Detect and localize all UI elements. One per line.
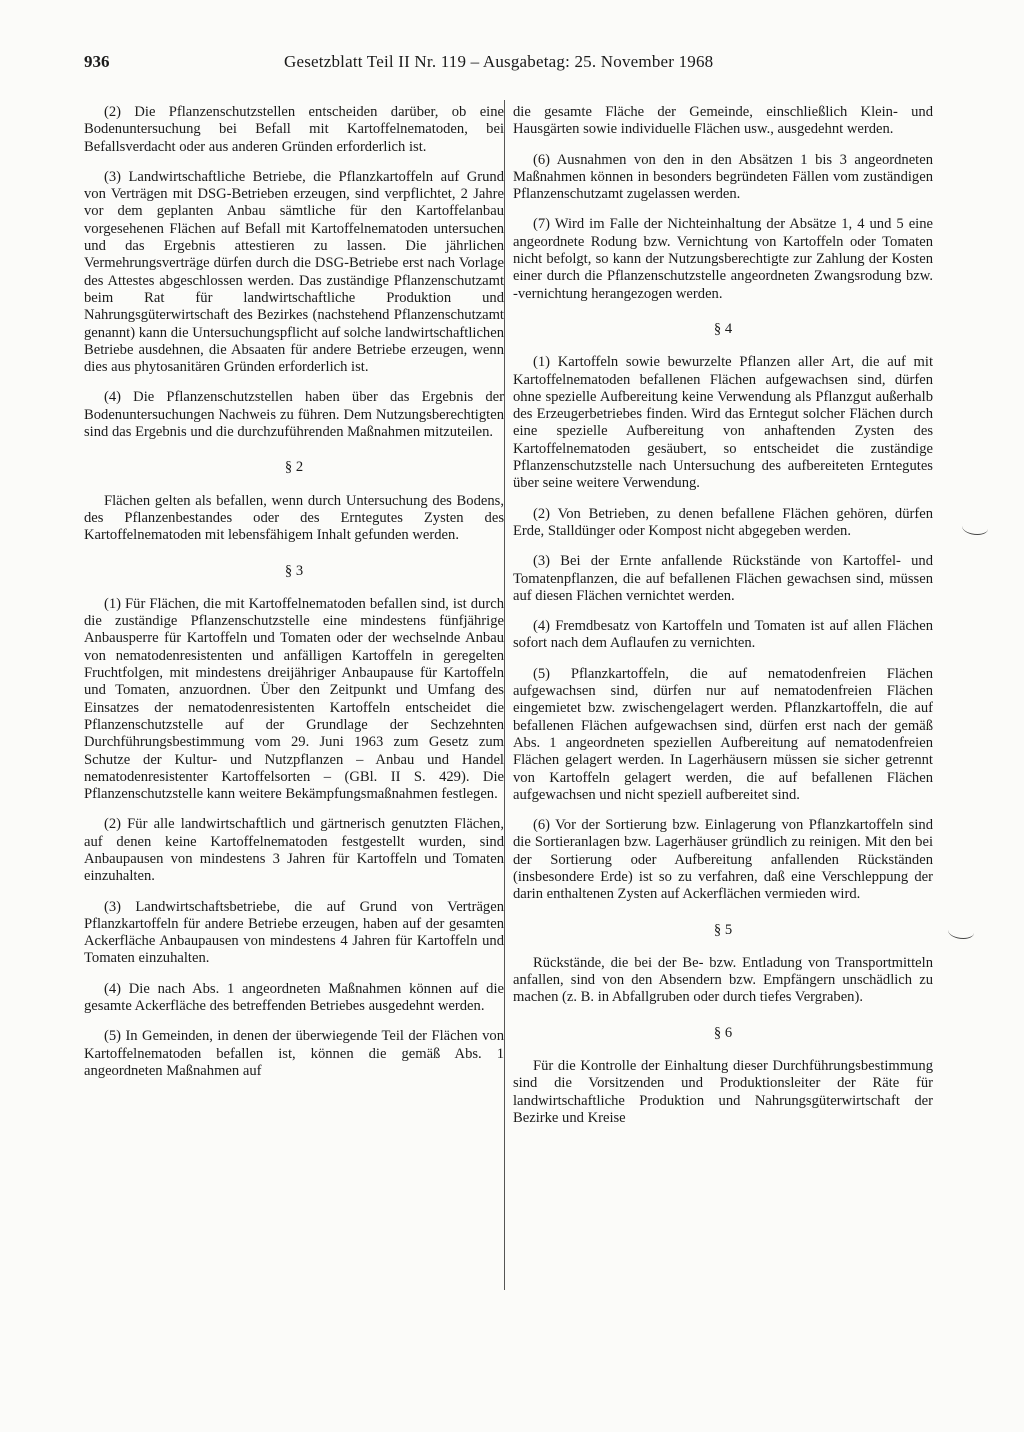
paragraph: Für die Kontrolle der Einhaltung dieser Durchführungsbestimmung sind die Vorsitzenden und Produktionsleiter der Räte für landwirtschaftliche Produktion und Nahrungsgüterwirtschaft der Bezirke und Kreise [513,1058,933,1126]
right-column [513,104,933,1140]
paragraph: Flächen gelten als befallen, wenn durch Untersuchung des Bodens, des Pflanzenbestandes oder des Erntegutes Zysten des Kartoffelnematoden mit lebensfähigem Inhalt gefunden werden. [84,492,504,544]
paragraph: (4) Fremdbesatz von Kartoffeln und Tomaten ist auf allen Flächen sofort nach dem Auflaufen zu vernichten. [513,618,933,652]
column-divider [504,100,505,1290]
section-heading: § 6 [713,1024,733,1041]
paragraph: (3) Landwirtschaftliche Betriebe, die Pflanzkartoffeln auf Grund von Verträgen mit DSG-Betrieben erzeugen, sind verpflichtet, 2 Jahre vor dem geplanten Anbau sämtliche für den Kartoffelanbau vorgesehenen Flächen auf Befall mit Kartoffelnematoden untersuchen und das Ergebnis attestieren zu lassen. Die jährlichen Vermehrungsverträge dürfen durch die DSG-Betriebe erst nach Vorlage des Attestes abgeschlossen werden. Das zuständige Pflanzenschutzamt beim Rat für landwirtschaftliche Produktion und Nahrungsgüterwirtschaft des Bezirkes (nachstehend Pflanzenschutzamt genannt) kann die Untersuchungspflicht auf solche landwirtschaftlichen Betriebe ausdehnen, die Absaaten für andere Betriebe erzeugen, wenn dies aus phytosanitären Gründen erforderlich ist. [84,168,504,376]
section-heading: § 4 [713,320,733,337]
header-title: Gesetzblatt Teil II Nr. 119 – Ausgabetag: 25. November 1968 [284,52,714,71]
left-column [84,104,504,1093]
paragraph: (4) Die nach Abs. 1 angeordneten Maßnahmen können auf die gesamte Ackerfläche des betreffenden Betriebes ausgedehnt werden. [84,980,504,1015]
section-heading: § 5 [713,921,733,938]
paragraph: (5) In Gemeinden, in denen der überwiegende Teil der Flächen von Kartoffelnematoden befallen ist, können die gemäß Abs. 1 angeordneten Maßnahmen auf [84,1028,504,1079]
paragraph: (2) Für alle landwirtschaftlich und gärtnerisch genutzten Flächen, auf denen keine Kartoffelnematoden festgestellt wurden, sind Anbaupausen von mindestens 3 Jahren für Kartoffeln und Tomaten einzuhalten. [84,816,504,885]
paragraph: (3) Landwirtschaftsbetriebe, die auf Grund von Verträgen Pflanzkartoffeln für andere Betriebe erzeugen, haben auf der gesamten Ackerfläche Anbaupausen von mindestens 4 Jahren für Kartoffeln und Tomaten einzuhalten. [84,898,504,967]
section-heading: § 3 [284,562,304,579]
margin-mark [948,924,974,939]
paragraph: Rückstände, die bei der Be- bzw. Entladung von Transportmitteln anfallen, sind von den Absendern bzw. Empfängern unschädlich zu machen (z. B. in Abfallgruben oder durch tiefes Vergraben). [513,954,933,1006]
paragraph: (3) Bei der Ernte anfallende Rückstände von Kartoffel- und Tomatenpflanzen, die auf befallenen Flächen gewachsen sind, müssen auf diesen Flächen vernichtet werden. [513,553,933,604]
page-number: 936 [84,52,110,71]
paragraph: (4) Die Pflanzenschutzstellen haben über das Ergebnis der Bodenuntersuchungen Nachweis zu führen. Dem Nutzungsberechtigten sind das Ergebnis und die durchzuführenden Maßnahmen mitzuteilen. [84,389,504,441]
paragraph: (1) Für Flächen, die mit Kartoffelnematoden befallen sind, ist durch die zuständige Pflanzenschutzstelle eine mindestens fünfjährige Anbausperre für Kartoffeln und Tomaten oder der wechselnde Anbau von nematodenresistenten und anfälligen Kartoffeln in geregelten Fruchtfolgen, mit mindestens dreijähriger Anbaupause für Kartoffeln und Tomaten, anzuordnen. Über den Zeitpunkt und Umfang des Einsatzes der nematodenresistenten Kartoffeln entscheidet die Pflanzenschutzstelle auf der Grundlage der Sechzehnten Durchführungsbestimmung vom 29. Juni 1963 zum Gesetz zum Schutze der Kultur- und Nutzpflanzen – Anbau und Handel nematodenresistenter Kartoffelsorten – (GBl. II S. 429). Die Pflanzenschutzstelle kann weitere Bekämpfungsmaßnahmen festlegen. [84,595,504,803]
paragraph: (6) Ausnahmen von den in den Absätzen 1 bis 3 angeordneten Maßnahmen können in besonders begründeten Fällen vom zuständigen Pflanzenschutzamt zugelassen werden. [513,151,933,203]
paragraph: (2) Die Pflanzenschutzstellen entscheiden darüber, ob eine Bodenuntersuchung bei Befall mit Kartoffelnematoden, bei Befallsverdacht oder aus anderen Gründen erforderlich ist. [84,104,504,155]
paragraph: (7) Wird im Falle der Nichteinhaltung der Absätze 1, 4 und 5 eine angeordnete Rodung bzw. Vernichtung von Kartoffeln oder Tomaten nicht befolgt, so kann der Nutzungsberechtigte zur Zahlung der Kosten einer durch die Pflanzenschutzstelle angeordneten Zwangsrodung bzw. -vernichtung herangezogen werden. [513,216,933,302]
paragraph: (2) Von Betrieben, zu denen befallene Flächen gehören, dürfen Erde, Stalldünger oder Kompost nicht abgegeben werden. [513,505,933,539]
paragraph-continuation: die gesamte Fläche der Gemeinde, einschließlich Klein- und Hausgärten sowie individuelle Flächen usw., ausgedehnt werden. [513,104,933,138]
paragraph: (5) Pflanzkartoffeln, die auf nematodenfreien Flächen aufgewachsen sind, dürfen nur auf nematodenfreien Flächen eingemietet bzw. zwischengelagert werden. Pflanzkartoffeln, die auf befallenen Flächen aufgewachsen sind, dürfen erst nach der gemäß Abs. 1 angeordneten speziellen Aufbereitung auf nematodenfreien Flächen gelagert werden. In Lagerhäusern müssen sie sicher getrennt von Kartoffeln gelagert werden, die auf befallenen Flächen aufgewachsen und nicht speziell aufbereitet sind. [513,665,933,803]
margin-mark [962,520,988,535]
page-header [84,52,954,78]
paragraph: (1) Kartoffeln sowie bewurzelte Pflanzen aller Art, die auf mit Kartoffelnematoden befallenen Flächen aufgewachsen sind, dürfen ohne spezielle Aufbereitung keine Verwendung als Pflanzgut außerhalb des Erzeugerbetriebes finden. Wird das Erntegut solcher Flächen durch eine spezielle Aufbereitung von anhaftenden Zysten des Kartoffelnematoden gesäubert, so entscheidet die zuständige Pflanzenschutzstelle nach Untersuchung des aufbereiteten Erntegutes über seine weitere Verwendung. [513,354,933,492]
section-heading: § 2 [284,459,304,476]
paragraph: (6) Vor der Sortierung bzw. Einlagerung von Pflanzkartoffeln sind die Sortieranlagen bzw. Lagerhäuser gründlich zu reinigen. Mit den bei der Sortierung oder Aufbereitung anfallenden Rückständen (insbesondere Erde) ist so zu verfahren, daß eine Verschleppung der darin enthaltenen Zysten auf Ackerflächen vermieden wird. [513,817,933,903]
